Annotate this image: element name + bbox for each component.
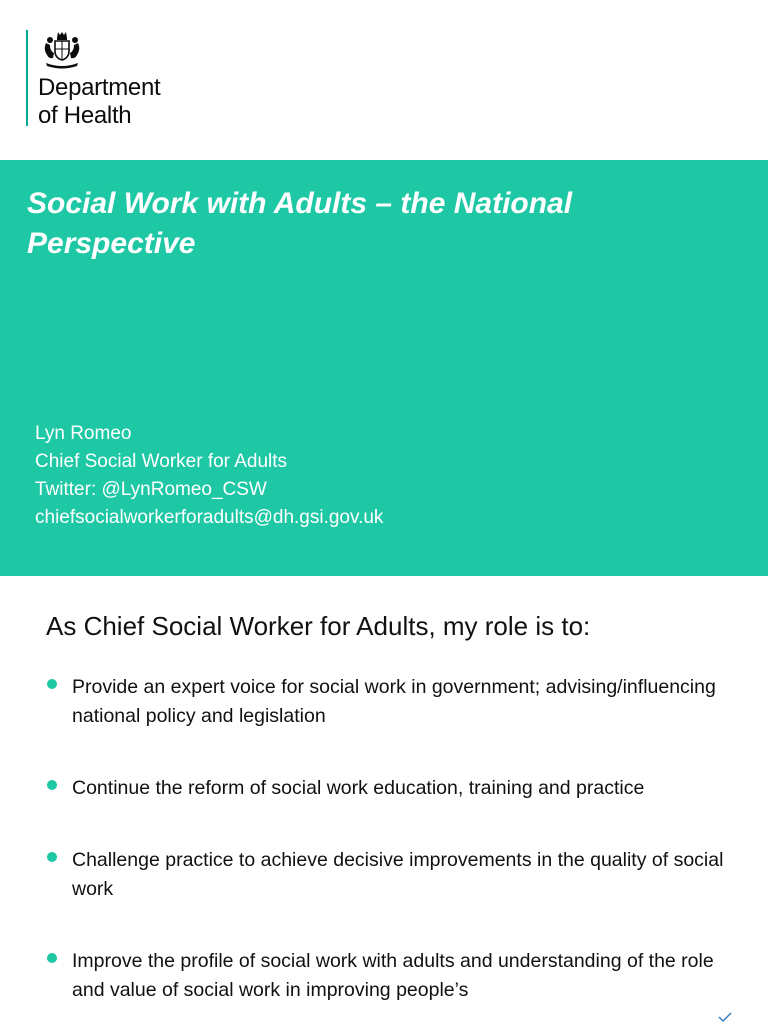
- presenter-twitter: Twitter: @LynRomeo_CSW: [35, 479, 267, 500]
- presenter-name: Lyn Romeo: [35, 423, 132, 444]
- bullet-icon: [47, 780, 57, 790]
- list-item: [46, 846, 736, 904]
- presenter-info: [35, 420, 383, 532]
- presenter-role: Chief Social Worker for Adults: [35, 451, 288, 472]
- bullet-icon: [47, 852, 57, 862]
- bullet-icon: [47, 953, 57, 963]
- list-item-text: Improve the profile of social work with adults and understanding of the role and value of social work in improving people’s: [72, 950, 714, 1001]
- role-heading: As Chief Social Worker for Adults, my role is to:: [46, 611, 591, 641]
- list-item-text: Continue the reform of social work education, training and practice: [72, 777, 645, 799]
- checkmark-icon: [718, 1012, 732, 1022]
- presenter-email: chiefsocialworkerforadults@dh.gsi.gov.uk: [35, 507, 384, 528]
- slide-title: Social Work with Adults – the National Perspective: [27, 187, 573, 260]
- role-list: [46, 673, 736, 1024]
- logo-accent-bar: [26, 30, 28, 126]
- list-item: [46, 673, 736, 731]
- list-item: [46, 774, 736, 803]
- department-logo: [26, 30, 226, 130]
- organization-name: Department of Health: [38, 74, 161, 129]
- list-item: [46, 947, 736, 1005]
- list-item-text: Provide an expert voice for social work in government; advising/influencing national policy and legislation: [72, 676, 716, 727]
- bullet-icon: [47, 679, 57, 689]
- list-item-text: Challenge practice to achieve decisive improvements in the quality of social work: [72, 849, 724, 900]
- royal-coat-of-arms-icon: [38, 30, 86, 70]
